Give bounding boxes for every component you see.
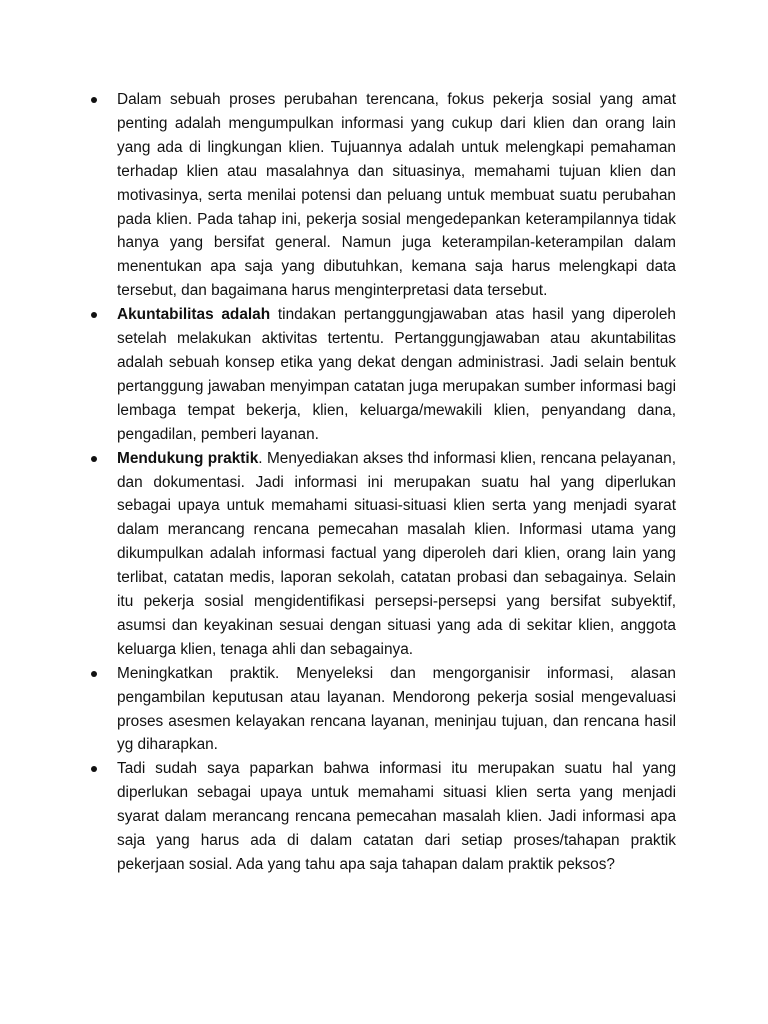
bullet-dot-icon <box>91 671 97 677</box>
bullet-dot-icon <box>91 97 97 103</box>
bullet-text: Tadi sudah saya paparkan bahwa informasi itu merupakan suatu hal yang diperlukan sebagai upaya untuk memahami situasi klien serta yang menjadi syarat dalam merancang rencana pemecahan masalah klien. Jadi informasi apa saja yang harus ada di dalam catatan dari setiap proses/tahapan praktik pekerjaan sosial. Ada yang tahu apa saja tahapan dalam praktik peksos? <box>117 760 676 873</box>
bullet-dot-icon <box>91 766 97 772</box>
bullet-item <box>84 303 676 446</box>
bullet-text: . Menyediakan akses thd informasi klien, rencana pelayanan, dan dokumentasi. Jadi informasi ini merupakan suatu hal yang diperlukan sebagai upaya untuk memahami situasi-situasi klien serta yang menjadi syarat dalam merancang rencana pemecahan masalah klien. Informasi utama yang dikumpulkan adalah informasi factual yang diperoleh dari klien, orang lain yang terlibat, catatan medis, laporan sekolah, catatan probasi dan sebagainya. Selain itu pekerja sosial mengidentifikasi persepsi-persepsi yang bersifat subyektif, asumsi dan keyakinan sesuai dengan situasi yang ada di sekitar klien, anggota keluarga klien, tenaga ahli dan sebagainya. <box>117 449 676 658</box>
bullet-lead: Akuntabilitas adalah <box>117 306 271 324</box>
bullet-list <box>84 88 676 877</box>
bullet-item <box>84 88 676 303</box>
bullet-dot-icon <box>91 312 97 318</box>
bullet-lead: Mendukung praktik <box>117 449 259 467</box>
bullet-item <box>84 662 676 758</box>
bullet-item <box>84 447 676 662</box>
bullet-text: Meningkatkan praktik. Menyeleksi dan mengorganisir informasi, alasan pengambilan keputusan atau layanan. Mendorong pekerja sosial mengevaluasi proses asesmen kelayakan rencana layanan, meninjau tujuan, dan rencana hasil yg diharapkan. <box>117 664 676 754</box>
bullet-dot-icon <box>91 456 97 462</box>
bullet-item <box>84 757 676 877</box>
bullet-text: Dalam sebuah proses perubahan terencana, fokus pekerja sosial yang amat penting adalah mengumpulkan informasi yang cukup dari klien dan orang lain yang ada di lingkungan klien. Tujuannya adalah untuk melengkapi pemahaman terhadap klien atau masalahnya dan situasinya, memahami tujuan klien dan motivasinya, serta menilai potensi dan peluang untuk membuat suatu perubahan pada klien. Pada tahap ini, pekerja sosial mengedepankan keterampilannya tidak hanya yang bersifat general. Namun juga keterampilan-keterampilan dalam menentukan apa saja yang dibutuhkan, kemana saja harus melengkapi data tersebut, dan bagaimana harus menginterpretasi data tersebut. <box>117 91 676 300</box>
bullet-text: tindakan pertanggungjawaban atas hasil yang diperoleh setelah melakukan aktivitas tertentu. Pertanggungjawaban atau akuntabilitas adalah sebuah konsep etika yang dekat dengan administrasi. Jadi selain bentuk pertanggung jawaban menyimpan catatan juga merupakan sumber informasi bagi lembaga tempat bekerja, klien, keluarga/mewakili klien, penyandang dana, pengadilan, pemberi layanan. <box>117 306 676 443</box>
